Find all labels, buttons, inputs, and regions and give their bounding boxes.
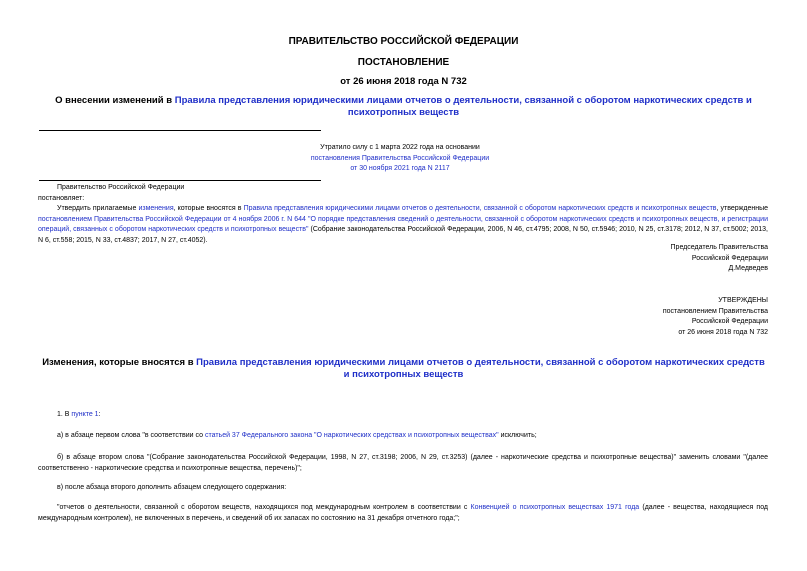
approved-date: от 26 июня 2018 года N 732	[678, 328, 768, 336]
repeal-decree-link-2[interactable]: от 30 ноября 2021 года N 2117	[350, 165, 450, 172]
approved-country: Российской Федерации	[691, 318, 768, 325]
approved-block	[560, 296, 768, 338]
document-title-prefix: О внесении изменений в	[55, 95, 175, 106]
subitem-a-prefix: а) в абзаце первом слова "в соответствии со	[57, 432, 205, 439]
government-name: ПРАВИТЕЛЬСТВО РОССИЙСКОЙ ФЕДЕРАЦИИ	[288, 36, 519, 47]
signature-country: Российской Федерации	[691, 254, 768, 262]
body-decides: постановляет:	[38, 195, 85, 202]
document-type: ПОСТАНОВЛЕНИЕ	[357, 57, 450, 68]
divider-bottom	[39, 180, 321, 181]
approve-text-3: , утвержденные	[716, 205, 768, 212]
changes-title-prefix: Изменения, которые вносятся в	[42, 357, 197, 368]
subitem-a	[57, 431, 537, 442]
changes-rules-link[interactable]: Правила представления юридическими лицами отчетов о деятельности, связанной с оборотом наркотических средств и психотропных веществ	[196, 357, 765, 380]
approved-label: УТВЕРЖДЕНЫ	[718, 297, 768, 304]
approve-paragraph	[38, 204, 768, 246]
quoted-prefix: "отчетов о деятельности, связанной с оборотом веществ, находящихся под международным контролем в соответствии с	[57, 504, 471, 511]
repeal-decree-link-1[interactable]: постановления Правительства Российской Федерации	[310, 154, 490, 162]
changes-link[interactable]: изменения	[138, 205, 174, 212]
signature-name: Д.Медведев	[728, 265, 768, 272]
divider-top	[39, 130, 321, 131]
article-37-link[interactable]: статьей 37 Федерального закона "О наркотических средствах и психотропных веществах"	[204, 432, 499, 439]
decree-644-link[interactable]: постановлением Правительства Российской Федерации от 4 ноября 2006 г. N 644 "О порядке представления сведений о деятельности, связанной с оборотом наркотических средств и психотропных веществ, и регистрации операций, связанных с оборотом наркотических средств и психотропных веществ"	[38, 215, 768, 233]
subitem-a-suffix: исключить;	[498, 432, 537, 439]
signature-block	[560, 243, 768, 275]
approved-by: постановлением Правительства	[662, 307, 768, 315]
body-government: Правительство Российской Федерации	[57, 184, 185, 191]
approve-text-4: (Собрание законодательства Российской Федерации, 2006, N 46, ст.4795; 2008, N 50, ст.5946; 2010, N 25, ст.3178; 2012, N 37, ст.5002; 2013, N 6, ст.558; 2015, N 33, ст.4837; 2017, N 27, ст.4052).	[38, 226, 768, 244]
rules-link[interactable]: Правила представления юридическими лицами отчетов о деятельности, связанной с оборотом наркотических средств и психотропных веществ	[174, 95, 752, 118]
status-note-text: Утратило силу с 1 марта 2022 года на основании	[320, 144, 480, 151]
approve-text-1: Утвердить прилагаемые	[57, 205, 139, 212]
item-1	[57, 410, 101, 421]
subitem-v: в) после абзаца второго дополнить абзацем следующего содержания:	[57, 484, 287, 491]
quoted-paragraph	[38, 503, 768, 524]
status-note	[300, 143, 500, 175]
signature-position: Председатель Правительства	[670, 244, 768, 251]
document-title	[40, 95, 767, 119]
item-1-suffix: :	[98, 411, 101, 418]
convention-link[interactable]: Конвенцией о психотропных веществах 1971 года	[470, 504, 640, 511]
approve-text-2: , которые вносятся в	[173, 205, 244, 212]
quoted-suffix: (далее - вещества, находящиеся под международным контролем), не включенных в перечень, и сведений об их запасах по состоянию на 31 декабря отчетного года;";	[38, 504, 769, 522]
item-1-prefix: 1. В	[57, 411, 72, 418]
rules-link-body[interactable]: Правила представления юридическими лицами отчетов о деятельности, связанной с оборотом наркотических средств и психотропных веществ	[243, 205, 717, 212]
point-1-link[interactable]: пункте 1	[71, 411, 99, 418]
subitem-b: б) в абзаце втором слова "(Собрание законодательства Российской Федерации, 1998, N 27, ст.3198; 2006, N 29, ст.3253) (далее - наркотические средства и психотропные вещества)" заменить словами "(далее соответственно - наркотические средства и психотропные вещества, перечень)";	[38, 454, 768, 472]
document-date: от 26 июня 2018 года N 732	[340, 76, 467, 87]
changes-title	[40, 357, 767, 381]
